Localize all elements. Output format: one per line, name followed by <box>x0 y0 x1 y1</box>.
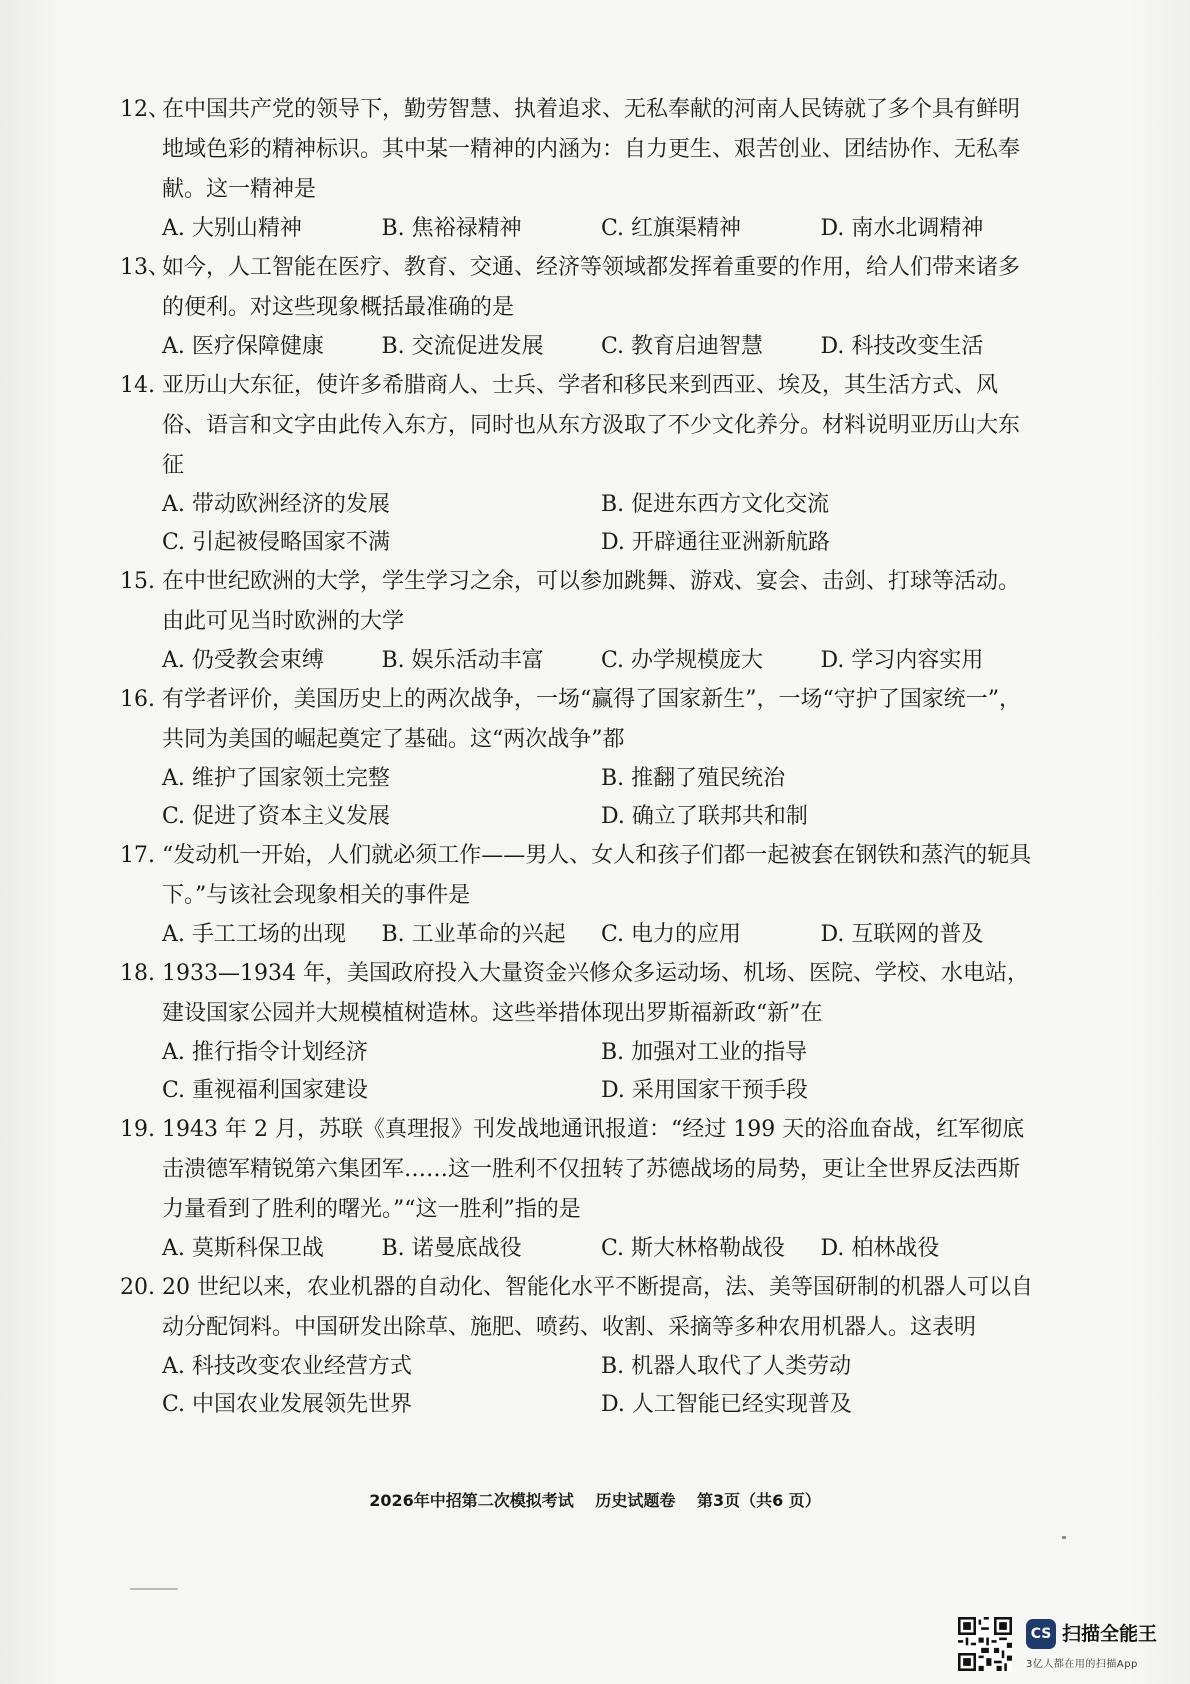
option-b: B. 机器人取代了人类劳动 <box>601 1354 852 1379</box>
option-c: C. 斯大林格勒战役 <box>601 1236 786 1261</box>
option-a: A. 大别山精神 <box>162 216 302 241</box>
option-a: A. 手工工场的出现 <box>162 922 346 947</box>
question-number: 15. <box>120 569 155 594</box>
option-b: B. 娱乐活动丰富 <box>381 648 544 673</box>
question-16 <box>120 680 1040 836</box>
answer-options <box>120 1230 1040 1268</box>
question-text: 20 世纪以来，农业机器的自动化、智能化水平不断提高，法、美等国研制的机器人可以自动分配饲料。中国研发出除草、施肥、喷药、收割、采摘等多种农用机器人。这表明 <box>162 1275 1033 1340</box>
footer-subject: 历史试题卷 <box>595 1491 676 1510</box>
question-20 <box>120 1268 1040 1424</box>
question-text: 在中国共产党的领导下，勤劳智慧、执着追求、无私奉献的河南人民铸就了多个具有鲜明地域色彩的精神标识。其中某一精神的内涵为：自力更生、艰苦创业、团结协作、无私奉献。这一精神是 <box>162 97 1021 202</box>
option-c: C. 红旗渠精神 <box>601 216 742 241</box>
question-text: 1943 年 2 月，苏联《真理报》刊发战地通讯报道：“经过 199 天的浴血奋战，红军彻底击溃德军精锐第六集团军……这一胜利不仅扭转了苏德战场的局势，更让全世界反法西斯力量看到了胜利的曙光。”“这一胜利”指的是 <box>162 1117 1025 1222</box>
footer-page-number: 第3页（共6 页） <box>696 1491 821 1510</box>
option-d: D. 南水北调精神 <box>820 216 984 241</box>
question-text: 1933—1934 年，美国政府投入大量资金兴修众多运动场、机场、医院、学校、水电站，建设国家公园并大规模植树造林。这些举措体现出罗斯福新政“新”在 <box>162 961 1029 1026</box>
option-d: D. 开辟通往亚洲新航路 <box>601 530 830 555</box>
option-b: B. 交流促进发展 <box>381 334 544 359</box>
page-footer <box>0 1488 1190 1511</box>
option-c: C. 教育启迪智慧 <box>601 334 764 359</box>
option-b: B. 焦裕禄精神 <box>381 216 522 241</box>
answer-options <box>120 486 1040 562</box>
option-a: A. 科技改变农业经营方式 <box>162 1354 412 1379</box>
question-number: 14. <box>120 373 155 398</box>
question-text: 在中世纪欧洲的大学，学生学习之余，可以参加跳舞、游戏、宴会、击剑、打球等活动。由此可见当时欧洲的大学 <box>162 569 1021 634</box>
question-13 <box>120 248 1040 366</box>
question-stem <box>120 680 1040 760</box>
app-slogan: 3亿人都在用的扫描App <box>1026 1659 1138 1670</box>
question-number: 16. <box>120 687 155 712</box>
question-stem <box>120 562 1040 642</box>
option-d: D. 科技改变生活 <box>820 334 984 359</box>
option-b: B. 诺曼底战役 <box>381 1236 522 1261</box>
question-stem <box>120 1110 1040 1230</box>
answer-options <box>120 642 1040 680</box>
camscanner-watermark <box>958 1617 1180 1675</box>
scan-speck <box>130 1588 178 1590</box>
question-12 <box>120 90 1040 248</box>
option-b: B. 加强对工业的指导 <box>601 1040 808 1065</box>
option-c: C. 引起被侵略国家不满 <box>162 530 391 555</box>
option-a: A. 仍受教会束缚 <box>162 648 324 673</box>
answer-options <box>120 328 1040 366</box>
option-a: A. 带动欧洲经济的发展 <box>162 492 390 517</box>
answer-options <box>120 1034 1040 1110</box>
option-d: D. 柏林战役 <box>820 1236 940 1261</box>
option-c: C. 办学规模庞大 <box>601 648 764 673</box>
answer-options <box>120 916 1040 954</box>
option-d: D. 确立了联邦共和制 <box>601 804 808 829</box>
camscanner-logo-icon: CS <box>1026 1619 1056 1649</box>
question-text: 有学者评价，美国历史上的两次战争，一场“赢得了国家新生”，一场“守护了国家统一”，共同为美国的崛起奠定了基础。这“两次战争”都 <box>162 687 1021 752</box>
question-stem <box>120 366 1040 486</box>
option-b: B. 促进东西方文化交流 <box>601 492 830 517</box>
question-number: 19. <box>120 1117 155 1142</box>
question-number: 12、 <box>120 97 170 122</box>
question-number: 13、 <box>120 255 170 280</box>
question-stem <box>120 954 1040 1034</box>
question-number: 18. <box>120 961 155 986</box>
option-b: B. 工业革命的兴起 <box>381 922 566 947</box>
question-text: “发动机一开始，人们就必须工作——男人、女人和孩子们都一起被套在钢铁和蒸汽的轭具下。”与该社会现象相关的事件是 <box>162 843 1032 908</box>
question-stem <box>120 1268 1040 1348</box>
option-c: C. 中国农业发展领先世界 <box>162 1392 413 1417</box>
question-stem <box>120 90 1040 210</box>
question-17 <box>120 836 1040 954</box>
question-number: 17. <box>120 843 155 868</box>
question-text: 亚历山大东征，使许多希腊商人、士兵、学者和移民来到西亚、埃及，其生活方式、风俗、语言和文字由此传入东方，同时也从东方汲取了不少文化养分。材料说明亚历山大东征 <box>162 373 1021 478</box>
option-a: A. 医疗保障健康 <box>162 334 324 359</box>
qr-code-icon <box>958 1617 1012 1671</box>
question-15 <box>120 562 1040 680</box>
option-a: A. 维护了国家领土完整 <box>162 766 390 791</box>
question-stem <box>120 248 1040 328</box>
app-name: 扫描全能王 <box>1062 1623 1158 1645</box>
question-number: 20. <box>120 1275 155 1300</box>
question-18 <box>120 954 1040 1110</box>
question-text: 如今，人工智能在医疗、教育、交通、经济等领域都发挥着重要的作用，给人们带来诸多的便利。对这些现象概括最准确的是 <box>162 255 1021 320</box>
option-b: B. 推翻了殖民统治 <box>601 766 786 791</box>
answer-options <box>120 210 1040 248</box>
option-d: D. 人工智能已经实现普及 <box>601 1392 852 1417</box>
question-list <box>120 90 1040 1424</box>
option-d: D. 采用国家干预手段 <box>601 1078 808 1103</box>
question-stem <box>120 836 1040 916</box>
answer-options <box>120 760 1040 836</box>
question-14 <box>120 366 1040 562</box>
option-c: C. 电力的应用 <box>601 922 742 947</box>
option-c: C. 重视福利国家建设 <box>162 1078 369 1103</box>
question-19 <box>120 1110 1040 1268</box>
option-a: A. 莫斯科保卫战 <box>162 1236 324 1261</box>
answer-options <box>120 1348 1040 1424</box>
scan-speck <box>1062 1536 1066 1539</box>
option-a: A. 推行指令计划经济 <box>162 1040 368 1065</box>
option-d: D. 互联网的普及 <box>820 922 984 947</box>
option-c: C. 促进了资本主义发展 <box>162 804 391 829</box>
footer-exam-name: 2026年中招第二次模拟考试 <box>369 1491 574 1510</box>
option-d: D. 学习内容实用 <box>820 648 984 673</box>
